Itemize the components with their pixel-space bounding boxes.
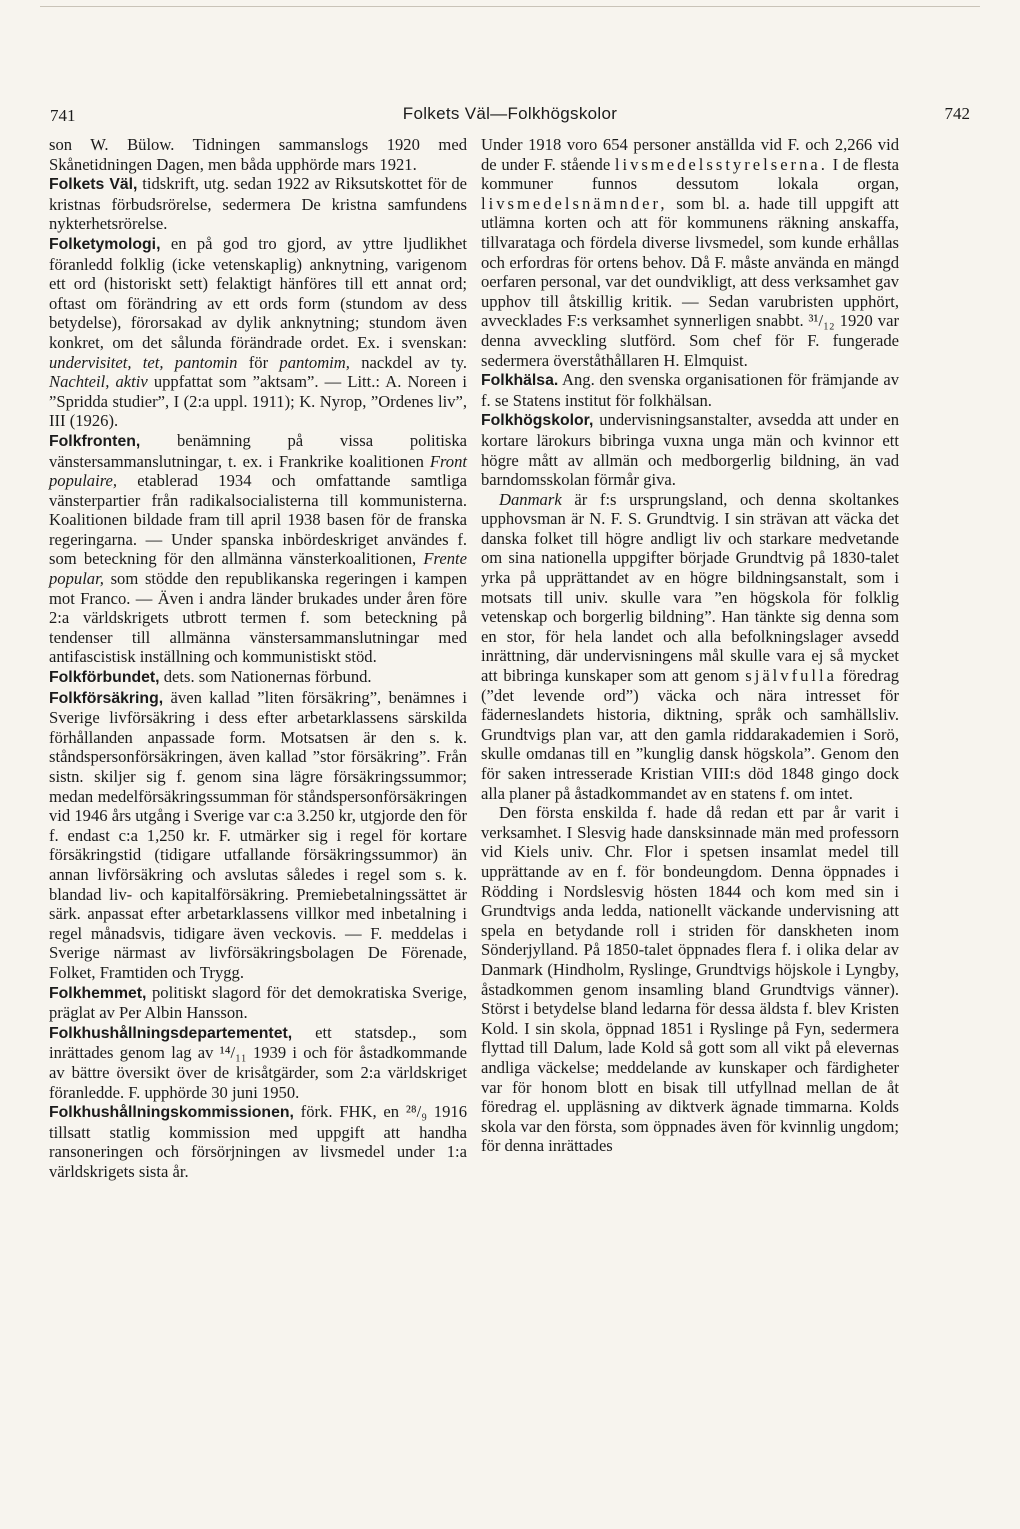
- entry-folkforbundet: [49, 667, 467, 688]
- example-word: pantomim,: [279, 352, 350, 372]
- entry-text: undervisningsanstalter, avsedda att under en kortare lärokurs bibringa vuxna unga män och kvinnor ett högre mått av allmän och medborgerlig bildning, än vad barndomsskolan förmår giva.: [481, 410, 899, 490]
- entry-text: som stödde den republikanska regeringen i kampen mot Franco. — Även i andra länder brukades under åren före 2:a världskrigets utbrott termen f. som beteckning på tendenser till allmänna vänstersammanslutningar med antifascistisk inställning och kommunistiskt stöd.: [49, 569, 467, 667]
- entry-text: tidskrift, utg. sedan 1922 av Riksutskottet för de kristnas förbudsrörelse, sedermera De kristna samfundens nykterhetsrörelse.: [49, 174, 467, 234]
- example-word: undervisitet, tet, pantomin: [49, 352, 238, 372]
- entry-text: för: [237, 352, 280, 372]
- headword: Folkfronten,: [49, 432, 141, 450]
- paragraph-danmark: [481, 490, 899, 804]
- spaced-term: självfulla: [745, 666, 837, 686]
- entry-text: förk. FHK, en ²⁸/₉ 1916 tillsatt statlig kommission med uppgift att handha ransoneringen och försörjningen av livsmedel under 1:a världskrigets sista år.: [49, 1102, 467, 1181]
- paragraph: son W. Bülow. Tidningen sammanslogs 1920 med Skånetidningen Dagen, men båda upphörde mars 1921.: [49, 135, 467, 174]
- entry-folkets-val: [49, 174, 467, 234]
- entry-folkhogskolor: [481, 410, 899, 489]
- headword: Folkhemmet,: [49, 984, 147, 1002]
- headword: Folketymologi,: [49, 235, 161, 253]
- page-header: [50, 96, 970, 126]
- entry-text: en på god tro gjord, av yttre ljudlikhet föranledd folklig (icke vetenskaplig) anknytning, varigenom ett ord (historiskt sett) felaktigt hänföres till ett annat ord; oftast om förändring av ett ords form (stundom av dess betydelse), förorsakad av dylik anknytning; stundom även konkret, om det sålunda förändrade ordet. Ex. i svenskan:: [49, 233, 467, 352]
- entry-folkfronten: [49, 431, 467, 667]
- paragraph-text: som bl. a. hade till uppgift att utlämna korten och att för kommunens räkning anskaffa, tillvaratagа och fördela diverse livsmedel, som kunde erhållas och erfordras för ortens behov. Då F. måste använda en mängd oerfaren personal, var det oundvikligt, att dess verksamhet gav upphov till åtskillig kritik. — Sedan varubristen upphört, avvecklades F:s verksamhet synnerligen snabbt. ³¹/₁₂ 1920 var denna avveckling slutförd. Som chef för F. fungerade sedermera överståthållaren H. Elmquist.: [481, 193, 899, 370]
- example-word: Nachteil, aktiv: [49, 372, 148, 392]
- entry-text: uppfattat som ”aktsam”. — Litt.: A. Noreen i ”Spridda studier”, I (2:a uppl. 1911); K. Nyrop, ”Ordenes liv”, III (1926).: [49, 372, 467, 431]
- headword: Folkhälsa.: [481, 372, 559, 390]
- entry-text: etablerad 1934 och omfattande samtliga vänsterpartier från radikalsocialisterna till kommunisterna. Koalitionen bildade fram till april 1938 basen för de franska regeringarna. — Under spanska inbördeskriget användes f. som beteckning för den allmänna vänsterkoalitionen,: [49, 471, 467, 569]
- entry-folkhushallningskommissionen: [49, 1102, 467, 1181]
- entry-folkhemmet: [49, 983, 467, 1023]
- paragraph: Den första enskilda f. hade då redan ett par år varit i verksamhet. I Slesvig hade dansksinnade män med professorn vid Kiels univ. Chr. Flor i spetsen insamlat medel till upprättande av en f. för bondeungdom. Denna öppnades i Rödding i Nordslesvig hösten 1844 och kom med sin i Grundtvigs anda ledda, nationellt väckande undervisning att spela en betydande roll i striden för danskheten inom Sönderjylland. På 1850-talet öppnades flera f. i olika delar av Danmark (Hindholm, Ryslinge, Grundtvigs höjskole i Lyngby, åstadkommen genom insamling bland Grundtvigs vänner). Störst i betydelse bland ledarna för dessa äldsta f. blev Kristen Kold. I sin skola, öppnad 1851 i Ryslinge på Fyn, sedermera flyttad till Dalum, lade Kold så gott som all vikt på elevernas andliga väckelse; meddelande av kunskaper och färdigheter var för honom blott en bisak till utfyllnad mellan de åt föredrag el. uppläsning av diktverk ägnade timmarna. Kolds skola var den första, som öppnades även för kvinnlig ungdom; för denna inrättades: [481, 803, 899, 1156]
- headword: Folkets Väl,: [49, 176, 138, 194]
- entry-text: nackdel av ty.: [349, 352, 467, 372]
- top-rule: [40, 6, 980, 7]
- entry-folkforsakring: [49, 688, 467, 983]
- headword: Folkhushållningskommissionen,: [49, 1104, 294, 1122]
- foreign-term: Front populaire,: [49, 451, 467, 491]
- entry-text: benämning på vissa politiska vänstersammanslutningar, t. ex. i Frankrike koalitionen: [49, 430, 467, 471]
- section-label: Danmark: [499, 489, 562, 509]
- headword: Folkförsäkring,: [49, 689, 164, 707]
- paragraph-text: föredrag (”det levende ord”) väcka och nära intresset för fäderneslandets historia, diktning, språk och samhällsliv. Grundtvigs plan var, att den gamla riddarakademien i Sorö, skulle omdanas till en ”kunglig dansk högskola”. Genom den för saken intresserade Kristian VIII:s död 1848 gingo dock alla planer på åstadkommandet av en statens f. om intet.: [481, 666, 899, 803]
- entry-text: politiskt slagord för det demokratiska Sverige, präglat av Per Albin Hansson.: [49, 982, 467, 1023]
- foreign-term: Frente popular,: [49, 549, 467, 589]
- headword: Folkhushållningsdepartementet,: [49, 1024, 293, 1042]
- spaced-term: livsmedelsnämnder,: [481, 193, 668, 213]
- right-column: [481, 135, 899, 1156]
- paragraph: [481, 135, 899, 370]
- right-page-number: 742: [944, 104, 970, 123]
- entry-text: dets. som Nationernas förbund.: [159, 667, 372, 687]
- entry-text: ett statsdep., som inrättades genom lag av ¹⁴/₁₁ 1939 i och för åstadkommande av bättre översikt över de krisåtgärder, som 2:a världskriget föranledde. F. upphörde 30 juni 1950.: [49, 1022, 467, 1102]
- spaced-term: livsmedelsstyrelserna.: [614, 154, 828, 174]
- entry-text: även kallad ”liten försäkring”, benämnes i Sverige livförsäkring i dess efter arbetarklassens särskilda förhållanden anpassade form. Motsatsen är den s. k. ståndspersonförsäkringen, även kallad ”stor försäkring”. Från sistn. skiljer sig f. genom sina lägre försäkringssummor; medan medelförsäkringssumman för ståndspersonförsäkringen vid 1946 års utgång i Sverige var c:a 3.250 kr, utgjorde den för f. endast c:a 1,250 kr. F. utmärker sig i regel för kortare försäkringstid (tidigare utfallande försäkringssummor) än annan livförsäkring och avslutas således i regel som s. k. blandad liv- och kapitalförsäkring. Premiebetalningssättet är särk. anpassat efter arbetarklassens villkor med inbetalning i regel månadsvis, tidigare även veckovis. — F. meddelas i Sverige närmast av livförsäkringsbolagen De Förenade, Folket, Framtiden och Trygg.: [49, 687, 467, 982]
- left-column: [49, 135, 467, 1181]
- paragraph-text: Under 1918 voro 654 personer anställda vid F. och 2,266 vid de under F. stående: [481, 135, 899, 174]
- entry-folkhushallningsdepartementet: [49, 1023, 467, 1102]
- entry-text: Ang. den svenska organisationen för främjande av f. se Statens institut för folkhälsan.: [481, 370, 899, 410]
- paragraph-text: I de flesta kommuner funnos dessutom lokala organ,: [481, 154, 900, 194]
- paragraph-text: är f:s ursprungsland, och denna skoltankes upphovsman är N. F. S. Grundtvig. I sin strävan att väcka det danska folket till högre andligt liv och starkare medvetande om sina nationella uppgifter började Grundtvig på 1830-talet yrka på upprättandet av en högre bildningsanstalt, som i motsats till univ. skulle vara ”en högskola för folklig vetenskap och borgerlig bildning”. Han tänkte sig denna som en stor, för hela landet och alla befolkningslager avsedd inrättning, där undervisningens mål skulle vara ej så mycket att bibringa kunskaper som att genom: [481, 489, 899, 686]
- headword: Folkförbundet,: [49, 669, 160, 687]
- headword: Folkhögskolor,: [481, 412, 594, 430]
- left-page-number: 741: [50, 106, 76, 125]
- entry-folkhalsa: [481, 370, 899, 410]
- running-title: Folkets Väl—Folkhögskolor: [402, 104, 618, 123]
- entry-folketymologi: [49, 234, 467, 431]
